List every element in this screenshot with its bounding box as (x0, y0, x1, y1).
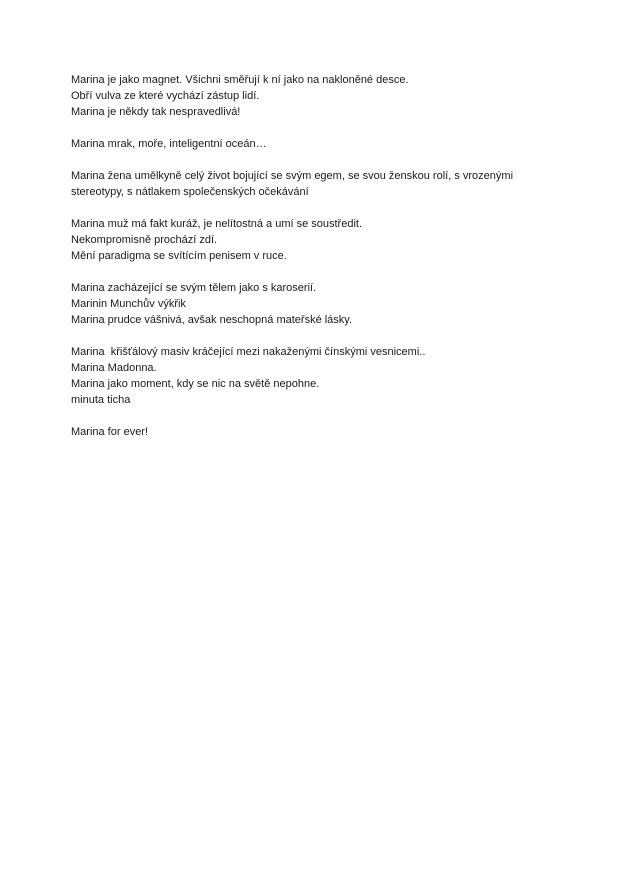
text-line: Marina je někdy tak nespravedlivá! (71, 106, 241, 118)
text-line: Marina prudce vášnivá, avšak neschopná mateřské lásky. (71, 314, 353, 326)
stanza (71, 136, 571, 152)
stanza (71, 72, 571, 120)
text-line: Marina for ever! (71, 426, 149, 438)
text-line: minuta ticha (71, 394, 131, 406)
stanza (71, 216, 571, 264)
text-line: stereotypy, s nátlakem společenských očekávání (71, 186, 309, 198)
poem-text (71, 72, 571, 456)
text-line: Mění paradigma se svítícím penisem v ruce. (71, 250, 287, 262)
stanza (71, 424, 571, 440)
text-line: Marina jako moment, kdy se nic na světě nepohne. (71, 378, 320, 390)
text-line: Obří vulva ze které vychází zástup lidí. (71, 90, 260, 102)
stanza (71, 280, 571, 328)
text-line: Marina žena umělkyně celý život bojující se svým egem, se svou ženskou rolí, s vrozenými (71, 170, 514, 182)
text-line: Marina křišťálový masiv kráčející mezi nakaženými čínskými vesnicemi.. (71, 346, 426, 358)
text-line: Marina muž má fakt kuráž, je nelítostná a umí se soustředit. (71, 218, 363, 230)
text-line: Marina je jako magnet. Všichni směřují k ní jako na nakloněné desce. (71, 74, 409, 86)
stanza (71, 168, 571, 200)
text-line: Marina mrak, moře, inteligentní oceán… (71, 138, 267, 150)
text-line: Nekompromisně prochází zdí. (71, 234, 218, 246)
text-line: Marina Madonna. (71, 362, 157, 374)
text-line: Marinin Munchův výkřik (71, 298, 186, 310)
stanza (71, 344, 571, 408)
text-line: Marina zacházející se svým tělem jako s karoserií. (71, 282, 317, 294)
